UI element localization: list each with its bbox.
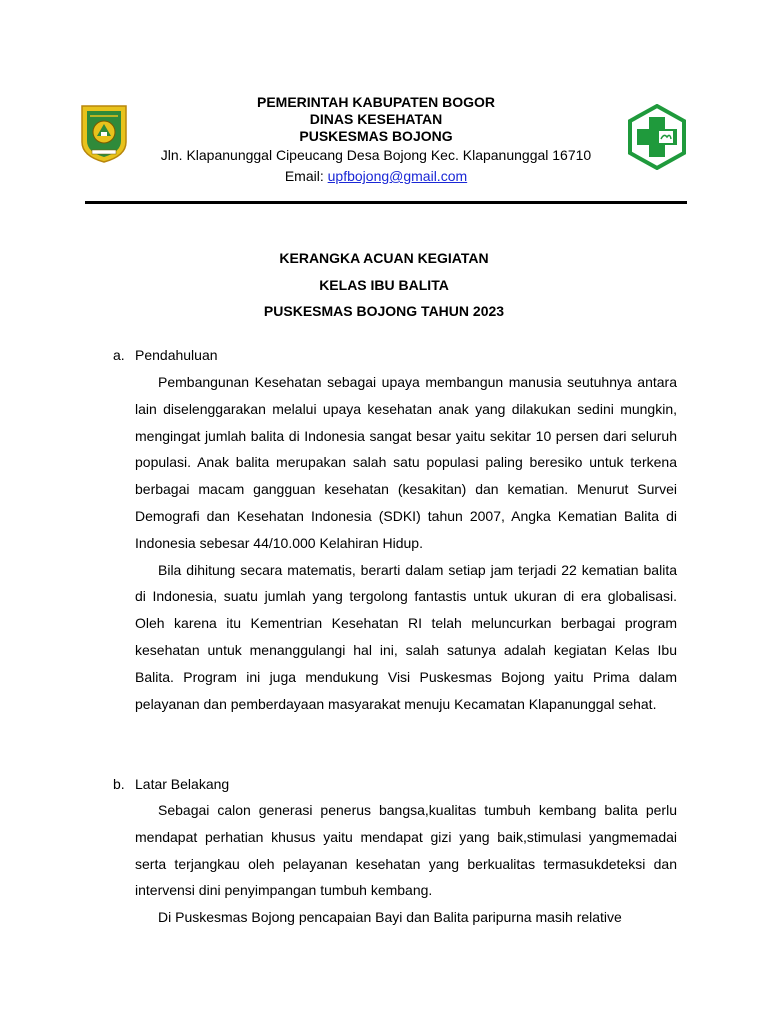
- section-heading-pendahuluan: [113, 347, 218, 363]
- puskesmas-cross-logo-icon: [626, 104, 688, 170]
- paragraph: Sebagai calon generasi penerus bangsa,kualitas tumbuh kembang balita perlu mendapat perhatian khusus yaitu mendapat gizi yang baik,stimulasi yangmemadai serta terjangkau oleh pelayanan kesehatan yang berkualitas termasukdeteksi dan intervensi dini penyimpangan tumbuh kembang.: [135, 802, 677, 899]
- email-label: Email:: [284, 168, 328, 184]
- section-marker: b.: [113, 776, 125, 792]
- section-body-latar-belakang: [135, 797, 677, 931]
- email-link[interactable]: upfbojong@gmail.com: [327, 168, 468, 184]
- letterhead-divider: [85, 201, 687, 204]
- letterhead: [76, 92, 692, 204]
- section-heading-latar-belakang: [113, 776, 229, 792]
- section-marker: a.: [113, 347, 125, 363]
- paragraph: Di Puskesmas Bojong pencapaian Bayi dan Balita paripurna masih relative: [158, 909, 622, 926]
- letterhead-text: [132, 94, 620, 185]
- email-line: [132, 167, 620, 185]
- government-name: PEMERINTAH KABUPATEN BOGOR: [257, 94, 495, 110]
- document-title-line1: KERANGKA ACUAN KEGIATAN: [279, 250, 489, 266]
- department-name: DINAS KESEHATAN: [309, 111, 443, 127]
- paragraph: Pembangunan Kesehatan sebagai upaya membangun manusia seutuhnya antara lain diselenggarakan melalui upaya kesehatan anak yang dilakukan sedini mungkin, mengingat jumlah balita di Indonesia sangat besar yaitu sekitar 10 persen dari seluruh populasi. Anak balita merupakan salah satu populasi paling beresiko untuk terkena berbagai macam gangguan kesehatan (kesakitan) dan kematian. Menurut Survei Demografi dan Kesehatan Indonesia (SDKI) tahun 2007, Angka Kematian Balita di Indonesia sebesar 44/10.000 Kelahiran Hidup.: [135, 374, 677, 551]
- section-body-pendahuluan: [135, 369, 677, 717]
- section-title: Pendahuluan: [135, 347, 218, 363]
- document-title-line3: PUSKESMAS BOJONG TAHUN 2023: [263, 303, 505, 319]
- document-title-line2: KELAS IBU BALITA: [319, 277, 449, 293]
- puskesmas-name: PUSKESMAS BOJONG: [299, 128, 453, 144]
- address: Jln. Klapanunggal Cipeucang Desa Bojong Kec. Klapanunggal 16710: [160, 147, 592, 163]
- kabupaten-bogor-emblem-icon: [80, 104, 128, 164]
- paragraph: Bila dihitung secara matematis, berarti dalam setiap jam terjadi 22 kematian balita di Indonesia, suatu jumlah yang tergolong fantastis untuk ukuran di era globalisasi. Oleh karena itu Kementrian Kesehatan RI telah meluncurkan berbagai program kesehatan untuk menanggulangi hal ini, salah satunya adalah kegiatan Kelas Ibu Balita. Program ini juga mendukung Visi Puskesmas Bojong yaitu Prima dalam pelayanan dan pemberdayaan masyarakat menuju Kecamatan Klapanunggal sehat.: [135, 561, 677, 712]
- section-title: Latar Belakang: [135, 776, 230, 792]
